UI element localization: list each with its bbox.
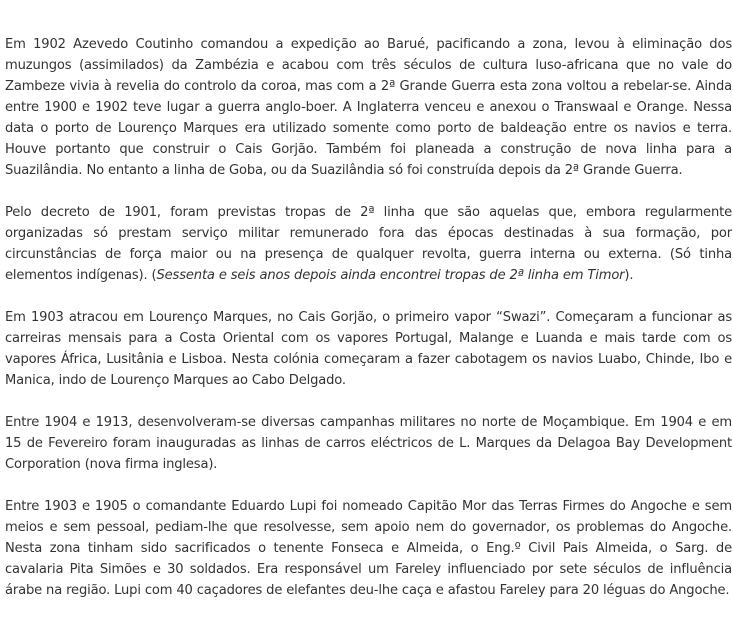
paragraph-2-text: Pelo decreto de 1901, foram previstas tropas de 2ª linha que são aquelas que, embora regularmente organizadas só prestam serviço militar remunerado fora das épocas destinadas à sua formação, por circunstâncias de força maior ou na presença de qualquer revolta, guerra interna ou externa. (Só tinha elementos indígenas). ( xyxy=(5,205,732,283)
paragraph-5: Entre 1903 e 1905 o comandante Eduardo Lupi foi nomeado Capitão Mor das Terras Firmes do Angoche e sem meios e sem pessoal, pediam-lhe que resolvesse, sem apoio nem do governador, os problemas do Angoche. Nesta zona tinham sido sacrificados o tenente Fonseca e Almeida, o Eng.º Civil Pais Almeida, o Sarg. de cavalaria Pita Simões e 30 soldados. Era responsável um Fareley influenciado por sete séculos de influência árabe na região. Lupi com 40 caçadores de elefantes deu-lhe caça e afastou Fareley para 20 léguas do Angoche. xyxy=(5,499,732,598)
paragraph-2-italic-note: Sessenta e seis anos depois ainda encontrei tropas de 2ª linha em Timor xyxy=(156,268,625,283)
paragraph-4: Entre 1904 e 1913, desenvolveram-se diversas campanhas militares no norte de Moçambique. Em 1904 e em 15 de Fevereiro foram inauguradas as linhas de carros eléctricos de L. Marques da Delagoa Bay Development Corporation (nova firma inglesa). xyxy=(5,415,732,472)
paragraph-3: Em 1903 atracou em Lourenço Marques, no Cais Gorjão, o primeiro vapor “Swazi”. Começaram a funcionar as carreiras mensais para a Costa Oriental com os vapores Portugal, Malange e Luanda e mais tarde com os vapores África, Lusitânia e Lisboa. Nesta colónia começaram a fazer cabotagem os navios Luabo, Chinde, Ibo e Manica, indo de Lourenço Marques ao Cabo Delgado. xyxy=(5,310,732,388)
paragraph-2-closing: ). xyxy=(624,268,634,283)
paragraph-2 xyxy=(5,202,732,286)
article-body xyxy=(5,34,732,622)
paragraph-1: Em 1902 Azevedo Coutinho comandou a expedição ao Barué, pacificando a zona, levou à eliminação dos muzungos (assimilados) da Zambézia e acabou com três séculos de cultura luso-africana que no vale do Zambeze vivia à revelia do controlo da coroa, mas com a 2ª Grande Guerra esta zona voltou a rebelar-se. Ainda entre 1900 e 1902 teve lugar a guerra anglo-boer. A Inglaterra venceu e anexou o Transwaal e Orange. Nessa data o porto de Lourenço Marques era utilizado somente como porto de baldeação entre os navios e terra. Houve portanto que construir o Cais Gorjão. Também foi planeada a construção de nova linha para a Suazilândia. No entanto a linha de Goba, ou da Suazilândia só foi construída depois da 2ª Grande Guerra. xyxy=(5,37,732,178)
